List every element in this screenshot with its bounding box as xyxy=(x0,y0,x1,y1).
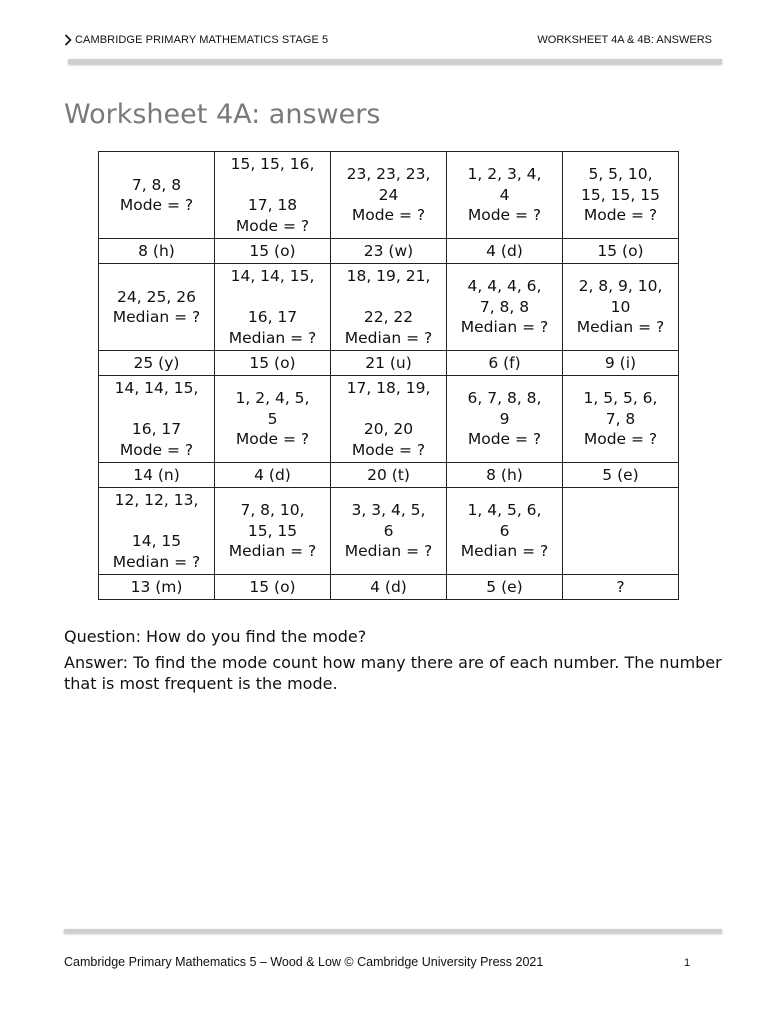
question-cell xyxy=(99,376,215,463)
answer-cell: 9 (i) xyxy=(563,351,679,376)
page-header xyxy=(64,34,712,52)
question-cell-text: 18, 19, 21, 22, 22 Median = ? xyxy=(344,267,433,347)
question-cell-text: 15, 15, 16, 17, 18 Mode = ? xyxy=(230,155,315,235)
question-cell-text: 17, 18, 19, 20, 20 Mode = ? xyxy=(346,379,431,459)
answer-cell: 6 (f) xyxy=(447,351,563,376)
question-cell-text: 14, 14, 15, 16, 17 Mode = ? xyxy=(114,379,199,459)
answer-row xyxy=(99,463,679,488)
answer-cell: 23 (w) xyxy=(331,239,447,264)
answer-cell: 4 (d) xyxy=(447,239,563,264)
question-cell xyxy=(99,264,215,351)
answer-row xyxy=(99,575,679,600)
question-cell-text: 1, 4, 5, 6, 6 Median = ? xyxy=(460,501,549,561)
question-cell-text: 6, 7, 8, 8, 9 Mode = ? xyxy=(467,389,542,449)
footer-divider xyxy=(64,929,722,933)
question-cell xyxy=(563,488,679,575)
answer-cell: 8 (h) xyxy=(99,239,215,264)
answer-cell: 4 (d) xyxy=(215,463,331,488)
question-row xyxy=(99,488,679,575)
question-cell-text: 1, 2, 4, 5, 5 Mode = ? xyxy=(235,389,310,449)
answer-text: Answer: To find the mode count how many there are of each number. The number that is most frequent is the mode. xyxy=(64,653,722,693)
header-divider xyxy=(68,59,722,64)
answer-cell: ? xyxy=(563,575,679,600)
header-course-title: CAMBRIDGE PRIMARY MATHEMATICS STAGE 5 xyxy=(75,34,329,46)
question-cell xyxy=(563,152,679,239)
question-row xyxy=(99,264,679,351)
question-cell-text: 4, 4, 4, 6, 7, 8, 8 Median = ? xyxy=(460,277,549,337)
question-cell xyxy=(447,264,563,351)
answer-cell: 4 (d) xyxy=(331,575,447,600)
answer-cell: 20 (t) xyxy=(331,463,447,488)
answer-cell: 5 (e) xyxy=(447,575,563,600)
question-cell xyxy=(331,264,447,351)
answer-row xyxy=(99,239,679,264)
question-cell xyxy=(99,488,215,575)
footer-copyright: Cambridge Primary Mathematics 5 – Wood & Low © Cambridge University Press 2021 xyxy=(64,955,544,969)
question-cell-text: 1, 2, 3, 4, 4 Mode = ? xyxy=(467,165,542,225)
question-cell xyxy=(331,488,447,575)
question-text: Question: How do you find the mode? xyxy=(64,627,367,646)
question-cell xyxy=(331,376,447,463)
question-row xyxy=(99,376,679,463)
page-title: Worksheet 4A: answers xyxy=(64,99,381,130)
page-number: 1 xyxy=(684,957,691,969)
answer-cell: 15 (o) xyxy=(563,239,679,264)
answer-cell: 15 (o) xyxy=(215,575,331,600)
question-cell-text: 7, 8, 8 Mode = ? xyxy=(119,175,194,214)
question-cell-text: 2, 8, 9, 10, 10 Median = ? xyxy=(576,277,665,337)
answer-cell: 25 (y) xyxy=(99,351,215,376)
question-cell xyxy=(331,152,447,239)
answer-cell: 15 (o) xyxy=(215,351,331,376)
question-cell xyxy=(447,152,563,239)
answer-row xyxy=(99,351,679,376)
question-cell-text: 12, 12, 13, 14, 15 Median = ? xyxy=(112,491,201,571)
question-cell-text: 5, 5, 10, 15, 15, 15 Mode = ? xyxy=(581,165,660,225)
header-left xyxy=(64,34,328,46)
question-cell-text: 24, 25, 26 Median = ? xyxy=(112,287,201,326)
question-cell xyxy=(215,264,331,351)
answer-cell: 13 (m) xyxy=(99,575,215,600)
question-cell xyxy=(215,376,331,463)
question-cell xyxy=(447,376,563,463)
question-cell-text: 7, 8, 10, 15, 15 Median = ? xyxy=(228,501,317,561)
question-cell xyxy=(563,264,679,351)
question-cell xyxy=(563,376,679,463)
question-cell xyxy=(99,152,215,239)
question-cell xyxy=(447,488,563,575)
question-cell xyxy=(215,488,331,575)
question-cell-text: 3, 3, 4, 5, 6 Median = ? xyxy=(344,501,433,561)
answer-cell: 8 (h) xyxy=(447,463,563,488)
answer-cell: 14 (n) xyxy=(99,463,215,488)
header-worksheet-title: WORKSHEET 4A & 4B: ANSWERS xyxy=(537,34,712,46)
question-cell-text: 1, 5, 5, 6, 7, 8 Mode = ? xyxy=(583,389,658,449)
answers-grid xyxy=(98,151,679,600)
answer-cell: 21 (u) xyxy=(331,351,447,376)
question-answer-block xyxy=(64,626,724,699)
answer-cell: 5 (e) xyxy=(563,463,679,488)
question-row xyxy=(99,152,679,239)
question-cell xyxy=(215,152,331,239)
answer-cell: 15 (o) xyxy=(215,239,331,264)
question-cell-text: 14, 14, 15, 16, 17 Median = ? xyxy=(228,267,317,347)
chevron-right-icon xyxy=(64,34,72,46)
question-cell-text: 23, 23, 23, 24 Mode = ? xyxy=(346,165,431,225)
